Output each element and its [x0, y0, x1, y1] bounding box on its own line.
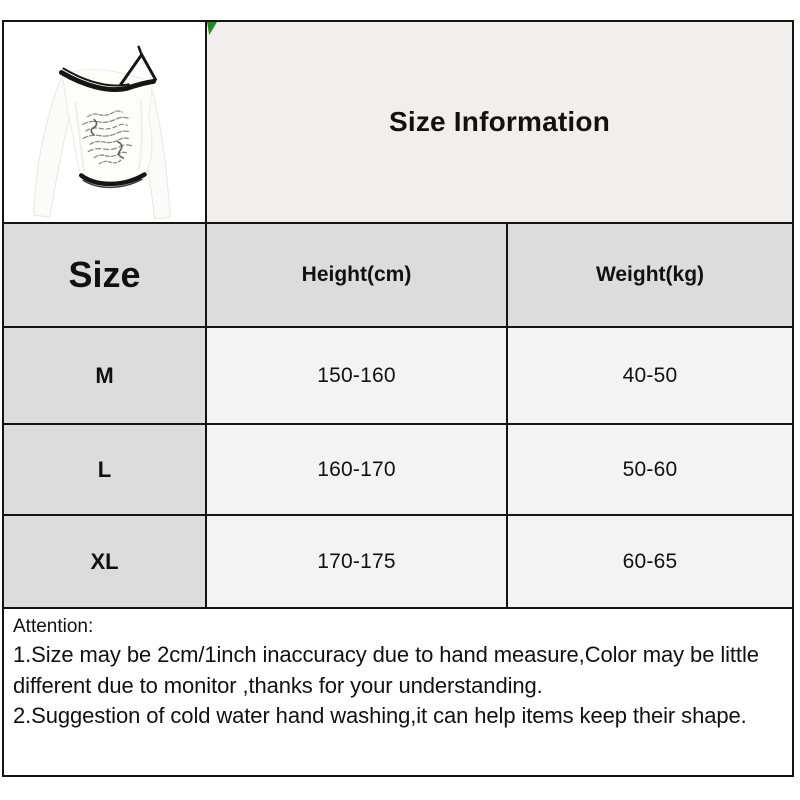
column-header-size: Size: [4, 224, 205, 326]
row-l-height: 160-170: [207, 425, 506, 514]
row-l-size: L: [4, 425, 205, 514]
attention-note-1: 1.Size may be 2cm/1inch inaccuracy due to hand measure,Color may be little different due to monitor ,thanks for your understanding.: [13, 642, 759, 698]
green-corner-marker-icon: [207, 22, 217, 35]
column-header-weight: Weight(kg): [508, 224, 792, 326]
size-information-header: [207, 22, 792, 222]
column-header-height: Height(cm): [207, 224, 506, 326]
row-m-size: M: [4, 328, 205, 423]
row-xl-height: 170-175: [207, 516, 506, 607]
attention-note-2: 2.Suggestion of cold water hand washing,it can help items keep their shape.: [13, 702, 747, 728]
row-l-weight: 50-60: [508, 425, 792, 514]
product-photo: [6, 23, 204, 221]
row-m-weight: 40-50: [508, 328, 792, 423]
page-title: Size Information: [389, 106, 610, 137]
size-chart-panel: [2, 20, 794, 777]
row-m-height: 150-160: [207, 328, 506, 423]
product-photo-cell: [4, 22, 205, 222]
attention-heading: Attention:: [13, 616, 94, 637]
row-xl-size: XL: [4, 516, 205, 607]
row-xl-weight: 60-65: [508, 516, 792, 607]
attention-box: [4, 609, 792, 775]
